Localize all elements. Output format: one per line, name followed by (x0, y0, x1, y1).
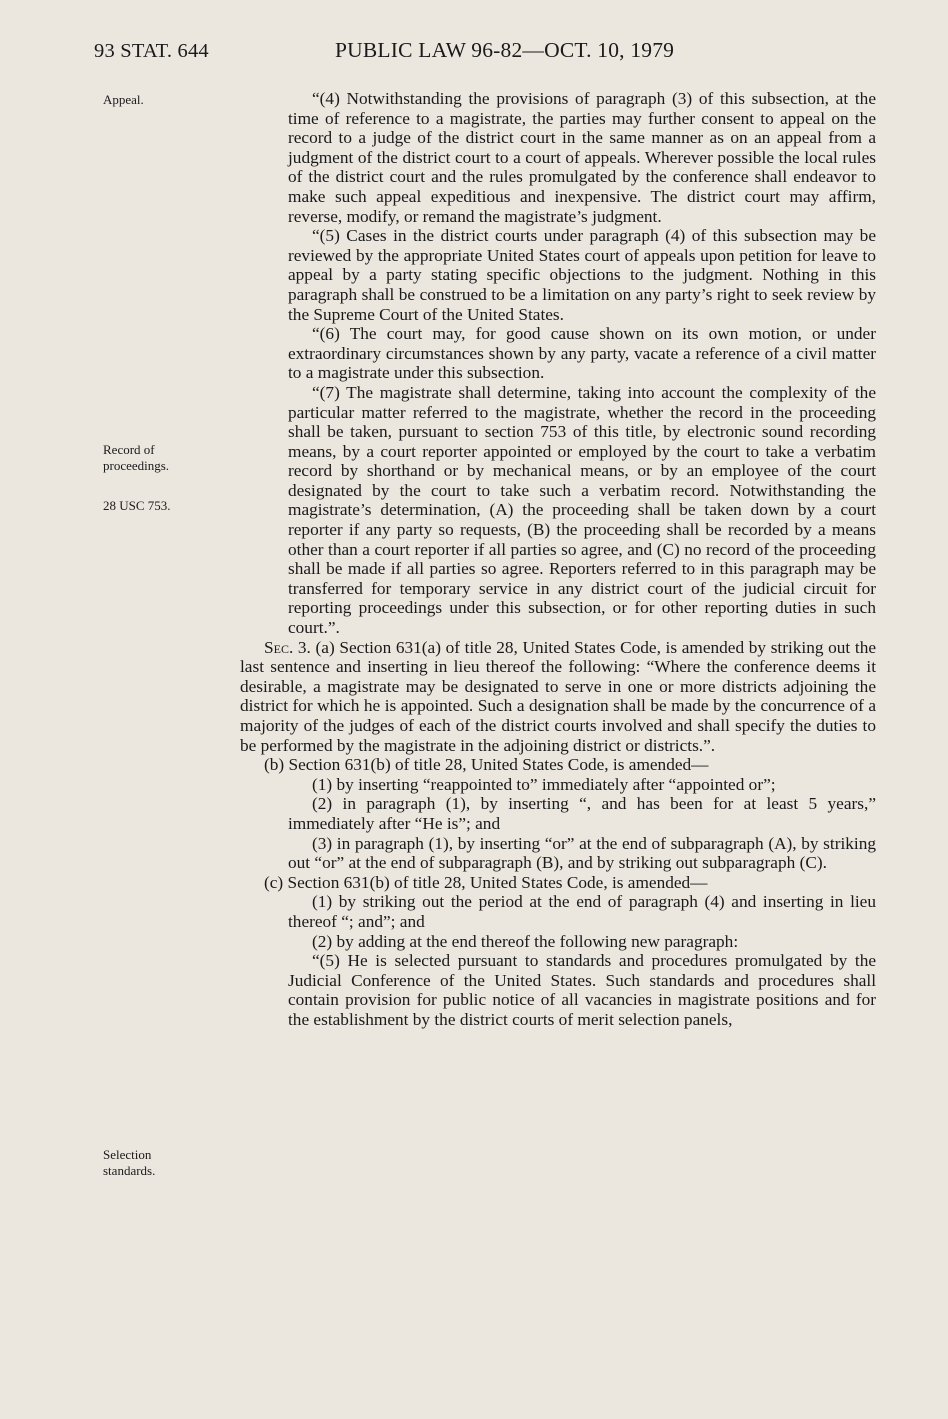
page-title: PUBLIC LAW 96-82—OCT. 10, 1979 (335, 38, 675, 62)
section-3c: (c) Section 631(b) of title 28, United States Code, is amended— (264, 872, 708, 892)
section-3a (240, 638, 876, 756)
margin-note-appeal: Appeal. (103, 92, 144, 107)
section-3c-item-2: (2) by adding at the end thereof the following new paragraph: (312, 931, 739, 951)
paragraph-5-new: “(5) He is selected pursuant to standards and procedures promulgated by the Judicial Conference of the United States. Such standards and procedures shall contain provision for public notice of all vacancies in magistrate positions and for the establishment by the district courts of merit selection panels, (288, 951, 876, 1029)
section-3a-text: (a) Section 631(a) of title 28, United States Code, is amended by striking out the last sentence and inserting in lieu thereof the following: “Where the conference deems it desirable, a magistrate may be designated to serve in one or more districts adjoining the district for which he is appointed. Such a designation shall be made by the concurrence of a majority of the judges of each of the district courts involved and shall specify the duties to be performed by the magistrate in the adjoining district or districts.”. (240, 637, 877, 755)
body-text (240, 89, 876, 1030)
section-3c-item-1: (1) by striking out the period at the end of paragraph (4) and inserting in lieu thereof “; and”; and (288, 892, 876, 931)
margin-note-usc: 28 USC 753. (103, 498, 171, 513)
section-3b-item-3: (3) in paragraph (1), by inserting “or” at the end of subparagraph (A), by striking out “or” at the end of subparagraph (B), and by striking out subparagraph (C). (288, 833, 876, 873)
paragraph-5: “(5) Cases in the district courts under paragraph (4) of this subsection may be reviewed by the appropriate United States court of appeals upon petition for leave to appeal by a party stating specific objections to the judgment. Nothing in this paragraph shall be construed to be a limitation on any party’s right to seek review by the Supreme Court of the United States. (288, 226, 876, 324)
paragraph-6: “(6) The court may, for good cause shown on its own motion, or under extraordinary circumstances shown by any party, vacate a reference of a civil matter to a magistrate under this subsection. (288, 324, 876, 383)
margin-note-selection: Selection standards. (103, 1147, 156, 1178)
paragraph-7: “(7) The magistrate shall determine, taking into account the complexity of the particular matter referred to the magistrate, whether the record in the proceeding shall be taken, pursuant to section 753 of this title, by electronic sound recording means, by a court reporter appointed or employed by the court to take a verbatim record by shorthand or by mechanical means, or by an employee of the court designated by the court to take such a verbatim record. Notwithstanding the magistrate’s determination, (A) the proceeding shall be taken down by a court reporter if any party so requests, (B) the proceeding shall be recorded by a means other than a court reporter if all parties so agree, and (C) no record of the proceeding shall be made if all parties so agree. Reporters referred to in this paragraph may be transferred for temporary service in any district court of the judicial circuit for reporting proceedings under this subsection, or for other reporting duties in such court.”. (288, 382, 876, 638)
margin-note-record: Record of proceedings. (103, 442, 170, 473)
stat-page-reference: 93 STAT. 644 (94, 40, 209, 62)
section-3b: (b) Section 631(b) of title 28, United States Code, is amended— (264, 755, 709, 775)
section-3b-item-1: (1) by inserting “reappointed to” immediately after “appointed or”; (312, 774, 776, 794)
paragraph-4: “(4) Notwithstanding the provisions of paragraph (3) of this subsection, at the time of reference to a magistrate, the parties may further consent to appeal on the record to a judge of the district court in the same manner as on an appeal from a judgment of the district court to a court of appeals. Wherever possible the local rules of the district court and the rules promulgated by the conference shall endeavor to make such appeal expeditious and inexpensive. The district court may affirm, reverse, modify, or remand the magistrate’s judgment. (288, 89, 876, 226)
section-label: Sec. 3. (264, 637, 311, 657)
section-3b-item-2: (2) in paragraph (1), by inserting “, and has been for at least 5 years,” immediately after “He is”; and (288, 794, 876, 833)
